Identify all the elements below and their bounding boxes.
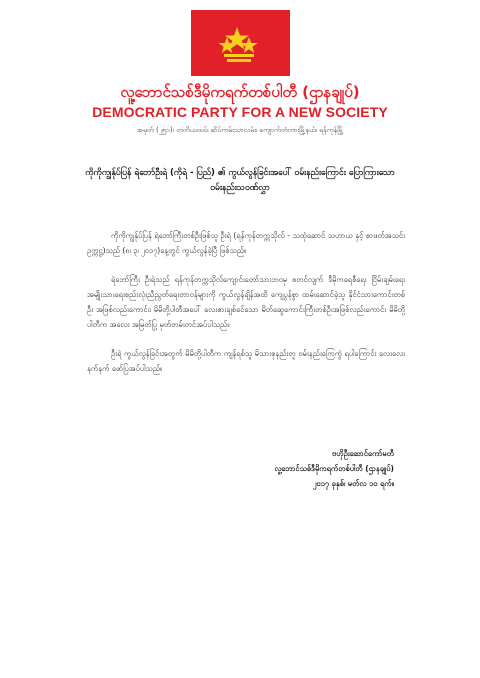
signature-committee: ဗဟိုဦးဆောင်ကော်မတီ [331, 449, 394, 458]
paragraph-3: ဦးရဲ ကွယ်လွန်ခြင်းအတွက် မိမိတို့ပါတီက ကျန်ရစ်သူ မိသားစုနည်းတူ ဝမ်းနည်းကြေကွဲ ရပါကြောင်း လေးလေး နက်နက် ဖော်ပြအပ်ပါသည်။ [87, 349, 405, 373]
paragraph-2: ရဲဘော်ကြီး ဦးရဲသည် ရန်ကုန်တက္ကသိုလ်ကျောင်းတော်သားဘဝမှ စတင်လျက် ဒီမိုကရေစီရေး ငြိမ်းချမ်းရေး အမျိုးသားရေးစည်းလုံးညီညွတ်ရေးတာဝန်များကို ကွယ်လွန်ချိန်အထိ ကျေပွန်စွာ ထမ်းဆောင်ခဲ့သူ နိုင်ငံသားကောင်းတစ်ဦး အဖြစ်လည်းကောင်း၊ မိမိတို့ပါတီအပေါ် လေးစားချစ်ခင်သော မိတ်ဆွေကောင်းကြီးတစ်ဦးအဖြစ်လည်းကောင်း မိမိတို့ ပါတီက အလေး အမြတ်ပြု မှတ်တမ်းတင်အပ်ပါသည်။ [87, 275, 405, 329]
party-name-english: DEMOCRATIC PARTY FOR A NEW SOCIETY [92, 104, 388, 120]
signature-date: ၂၀၁၇ ခုနှစ်၊ မတ်လ ၁၀ ရက်။ [312, 479, 394, 488]
party-address: အမှတ် (၂၅၁)၊ တတိယထပ်၊ ဆိပ်ကမ်းသာလမ်း၊ ကျောက်တံတားမြို့နယ်၊ ရန်ကုန်မြို့ [136, 126, 344, 134]
heading-line-2: ဝမ်းနည်းသဝဏ်လွှာ [210, 183, 270, 193]
signature-block [274, 446, 394, 491]
letter-heading [60, 166, 420, 196]
paragraph-1: ကိုကိုကျွန်ုပ်ပြန် ရဲဘော်ကြီးတစ်ဦးဖြစ်သူ ဦးရဲ (ရန်ကုန်တက္ကသိုလ် - သထုံဆောင် သဟာယ နှင့် စာဖတ်အသင်း ဥက္ကဋ္ဌ)သည် (၈၊ ၃၊ ၂၀၁၇)နေ့တွင် ကွယ်လွန်ခဲ့ပြီ ဖြစ်သည်။ [87, 231, 405, 255]
party-flag-logo [191, 10, 290, 76]
party-name-burmese: လူ့ဘောင်သစ်ဒီမိုကရက်တစ်ပါတီ (ဌာနချုပ်) [120, 83, 360, 101]
heading-line-1: ကိုကိုကျွန်ုပ်ပြန် ရဲဘော်ဦးရဲ (ကိုရဲ - ပြည်) ၏ ကွယ်လွန်ခြင်းအပေါ် ဝမ်းနည်းကြောင်း ပြောကြားသော [85, 168, 395, 178]
signature-party: လူ့ဘောင်သစ်ဒီမိုကရက်တစ်ပါတီ (ဌာနချုပ်) [274, 464, 394, 473]
